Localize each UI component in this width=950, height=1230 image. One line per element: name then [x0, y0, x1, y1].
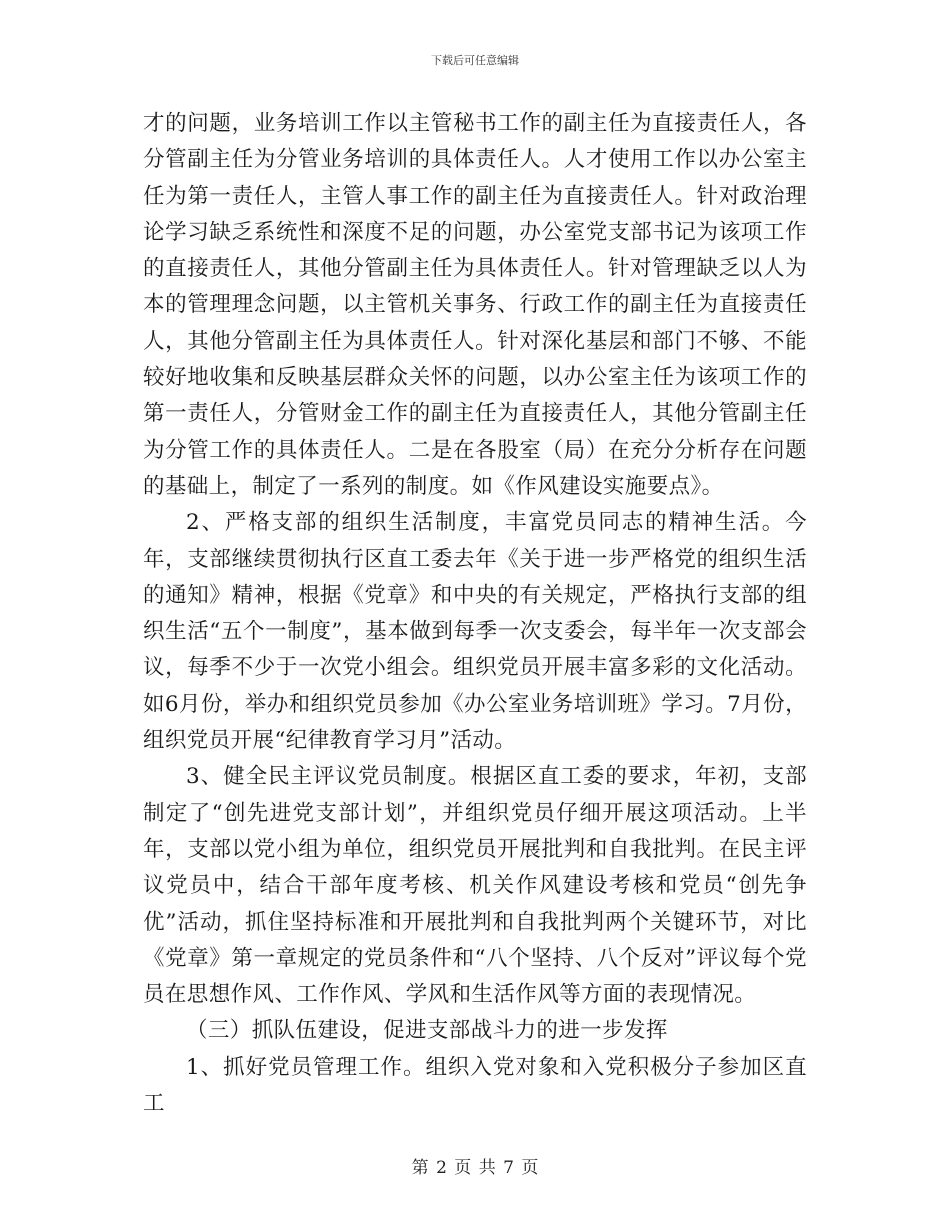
paragraph-1: 才的问题，业务培训工作以主管秘书工作的副主任为直接责任人，各分管副主任为分管业务培训的具体责任人。人才使用工作以办公室主任为第一责任人，主管人事工作的副主任为直接责任人。针对政治理论学习缺乏系统性和深度不足的问题，办公室党支部书记为该项工作的直接责任人，其他分管副主任为具体责任人。针对管理缺乏以人为本的管理理念问题，以主管机关事务、行政工作的副主任为直接责任人，其他分管副主任为具体责任人。针对深化基层和部门不够、不能较好地收集和反映基层群众关怀的问题，以办公室主任为该项工作的第一责任人，分管财金工作的副主任为直接责任人，其他分管副主任为分管工作的具体责任人。二是在各股室（局）在充分分析存在问题的基础上，制定了一系列的制度。如《作风建设实施要点》。 [143, 111, 807, 499]
paragraph-4: 1、抓好党员管理工作。组织入党对象和入党积极分子参加区直工 [143, 1054, 807, 1117]
section-heading: （三）抓队伍建设，促进支部战斗力的进一步发挥 [186, 1018, 668, 1044]
paragraph-2: 2、严格支部的组织生活制度，丰富党员同志的精神生活。今年，支部继续贯彻执行区直工委去年《关于进一步严格党的组织生活的通知》精神，根据《党章》和中央的有关规定，严格执行支部的组织生活“五个一制度”，基本做到每季一次支委会，每半年一次支部会议，每季不少于一次党小组会。组织党员开展丰富多彩的文化活动。如6月份，举办和组织党员参加《办公室业务培训班》学习。7月份，组织党员开展“纪律教育学习月”活动。 [143, 510, 807, 754]
page-number-footer: 第 2 页 共 7 页 [411, 1158, 539, 1178]
page-header: 下载后可任意编辑 [431, 54, 519, 67]
paragraph-3: 3、健全民主评议党员制度。根据区直工委的要求，年初，支部制定了“创先进党支部计划”，并组织党员仔细开展这项活动。上半年，支部以党小组为单位，组织党员开展批判和自我批判。在民主评议党员中，结合干部年度考核、机关作风建设考核和党员“创先争优”活动，抓住坚持标准和开展批判和自我批判两个关键环节，对比《党章》第一章规定的党员条件和“八个坚持、八个反对”评议每个党员在思想作风、工作作风、学风和生活作风等方面的表现情况。 [143, 764, 807, 1008]
document-body [143, 106, 807, 1122]
